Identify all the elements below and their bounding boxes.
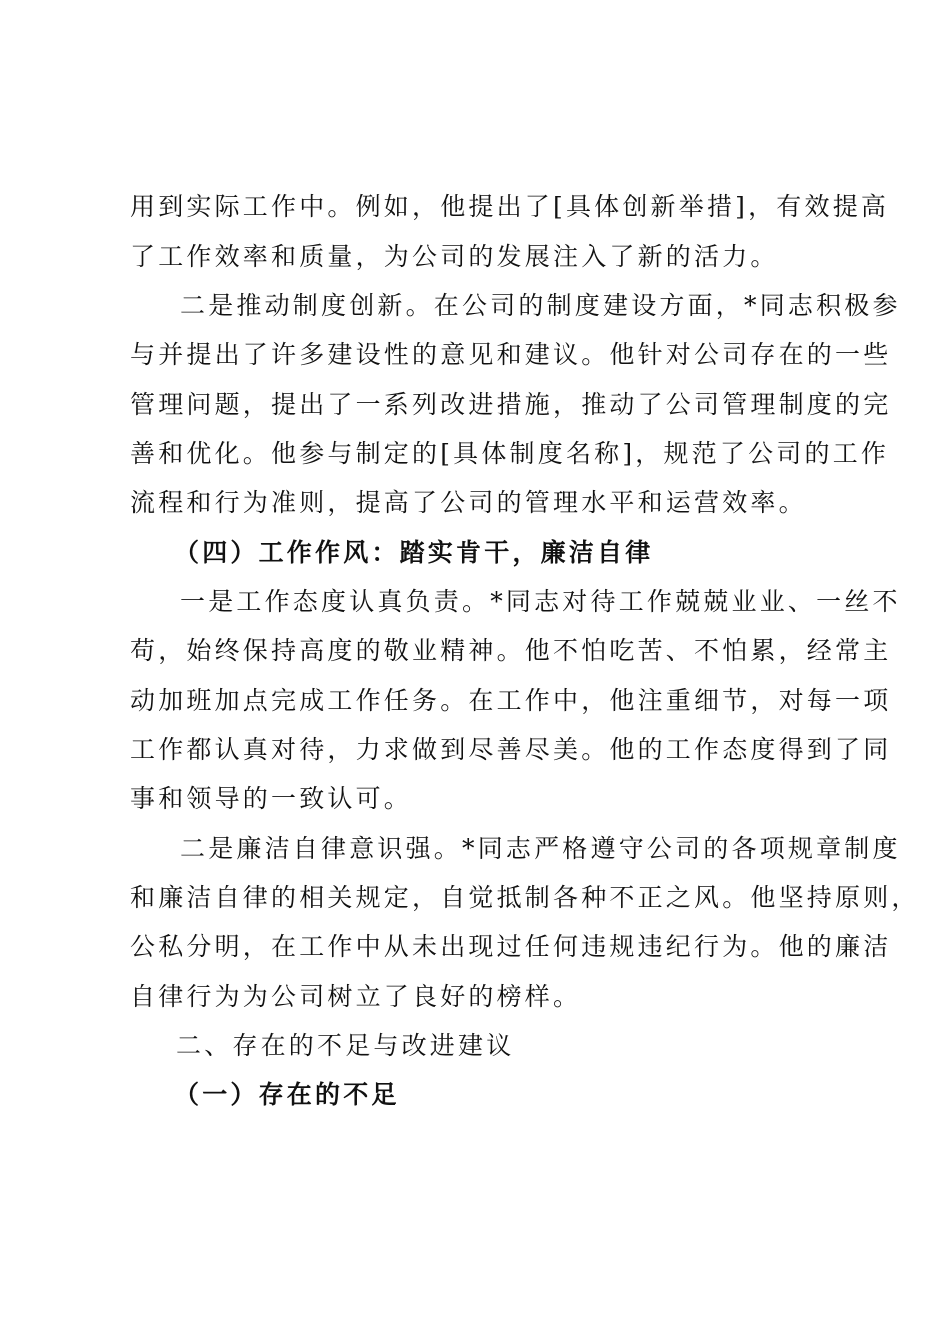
paragraph-first-line: 一是工作态度认真负责。*同志对待工作兢兢业业、一丝不: [180, 587, 901, 616]
body-text-line: 动加班加点完成工作任务。在工作中，他注重细节，对每一项: [130, 686, 892, 715]
body-text-line: 事和领导的一致认可。: [130, 784, 413, 813]
body-text-line: 流程和行为准则，提高了公司的管理水平和运营效率。: [130, 488, 807, 517]
section-heading: （四）工作作风：踏实肯干，廉洁自律: [174, 538, 654, 567]
body-text-line: 了工作效率和质量，为公司的发展注入了新的活力。: [130, 242, 779, 271]
subsection-heading: （一）存在的不足: [174, 1080, 400, 1109]
body-text-line: 善和优化。他参与制定的[具体制度名称]，规范了公司的工作: [130, 439, 890, 468]
body-text-line: 和廉洁自律的相关规定，自觉抵制各种不正之风。他坚持原则，: [130, 883, 920, 912]
body-text-line: 用到实际工作中。例如，他提出了[具体创新举措]，有效提高: [130, 192, 890, 221]
paragraph-first-line: 二是推动制度创新。在公司的制度建设方面，*同志积极参: [180, 291, 901, 320]
body-text-line: 公私分明，在工作中从未出现过任何违规违纪行为。他的廉洁: [130, 932, 892, 961]
body-text-line: 管理问题，提出了一系列改进措施，推动了公司管理制度的完: [130, 390, 892, 419]
chapter-heading: 二、存在的不足与改进建议: [176, 1031, 515, 1060]
body-text-line: 苟，始终保持高度的敬业精神。他不怕吃苦、不怕累，经常主: [130, 636, 892, 665]
paragraph-first-line: 二是廉洁自律意识强。*同志严格遵守公司的各项规章制度: [180, 834, 901, 863]
body-text-line: 与并提出了许多建设性的意见和建议。他针对公司存在的一些: [130, 340, 892, 369]
body-text-line: 工作都认真对待，力求做到尽善尽美。他的工作态度得到了同: [130, 735, 892, 764]
body-text-line: 自律行为为公司树立了良好的榜样。: [130, 982, 582, 1011]
